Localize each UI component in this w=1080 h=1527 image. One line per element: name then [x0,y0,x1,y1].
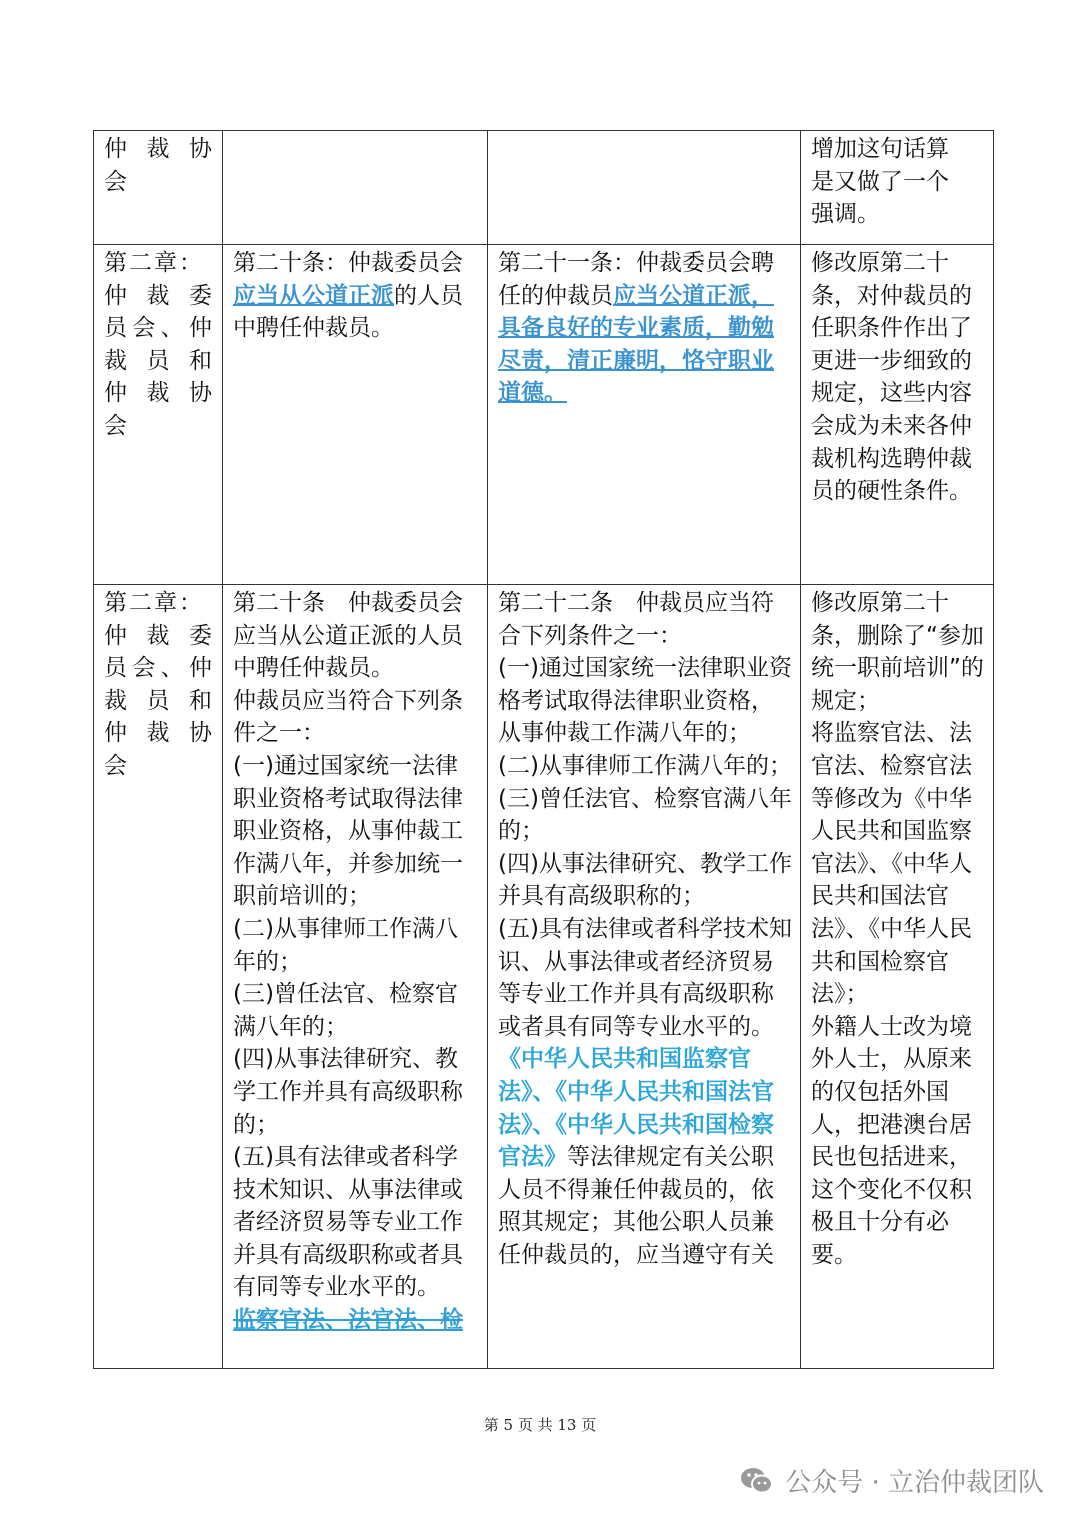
amended-phrase: 应当从公道正派 [233,282,394,309]
chapter-line: 裁员和 [104,687,214,714]
note-cell [801,585,994,1369]
table-row [94,585,994,1369]
chapter-line: 会 [104,752,129,779]
old-text-cell [223,585,488,1369]
old-paragraph: 第二十条 仲裁委员会应当从公道正派的人员中聘任仲裁员。 [233,590,463,682]
new-text: 第二十一条：仲裁委员会聘任的仲裁员 [498,250,774,309]
chapter-line: 第二章： [104,590,204,616]
chapter-line: 员会、仲 [104,315,214,342]
old-paragraph: (二)从事律师工作满八年的； [233,915,458,975]
new-text-cell [488,131,801,245]
chapter-line: 仲裁委 [104,622,214,649]
table-row [94,245,994,585]
deleted-phrase: 监察官法、法官法、检 [233,1307,463,1334]
chapter-line: 第二章： [104,250,204,276]
chapter-line: 仲裁协 [104,136,214,162]
old-paragraph: (三)曾任法官、检察官满八年的； [233,981,458,1040]
old-paragraph: (四)从事法律研究、教学工作并具有高级职称的； [233,1046,463,1138]
old-paragraph: (一)通过国家统一法律职业资格考试取得法律职业资格，从事仲裁工作满八年，并参加统一职前培训的； [233,752,463,910]
new-paragraph: (二)从事律师工作满八年的； [498,752,792,779]
old-text-cell [223,131,488,245]
note-line: 是又做了一个 [811,168,949,195]
new-text-cell [488,585,801,1369]
chapter-line: 仲裁协 [104,380,214,407]
new-paragraph: (四)从事法律研究、教学工作并具有高级职称的； [498,850,792,910]
new-text-cell [488,245,801,585]
old-text-cell [223,245,488,585]
amended-phrase: 应当公道正派，具备良好的专业素质，勤勉尽责，清正廉明，恪守职业道德。 [498,282,774,407]
watermark-text: 公众号 · 立治仲裁团队 [785,1468,1044,1498]
new-paragraph: (一)通过国家统一法律职业资格考试取得法律职业资格，从事仲裁工作满八年的； [498,655,792,747]
watermark [739,1462,1044,1499]
comparison-table [93,130,994,1369]
chapter-line: 裁员和 [104,347,214,374]
note-paragraph: 外籍人士改为境外人士，从原来的仅包括外国人，把港澳台居民也包括进来，这个变化不仅积极且十分有必要。 [811,1013,972,1268]
chapter-line: 会 [104,168,129,195]
note-line: 增加这句话算 [811,136,949,162]
chapter-cell [94,131,223,245]
note-paragraph: 修改原第二十条，删除了“参加统一职前培训”的规定； [811,590,984,714]
chapter-line: 会 [104,412,129,439]
wechat-icon [739,1463,775,1499]
amended-phrase: 《中华人民共和国监察官法》、《中华人民共和国法官法》、《中华人民共和国检察官法》 [498,1046,774,1171]
chapter-line: 仲裁委 [104,282,214,309]
new-paragraph: (五)具有法律或者科学技术知识、从事法律或者经济贸易等专业工作并具有高级职称或者具有同等专业水平的。 [498,915,792,1040]
old-text: 第二十条：仲裁委员会 [233,250,463,276]
note-line: 强调。 [811,201,880,228]
new-paragraph: (三)曾任法官、检察官满八年的； [498,785,792,845]
old-text: 的人员中聘任仲裁员。 [233,282,463,342]
table-row [94,131,994,245]
old-paragraph: 仲裁员应当符合下列条件之一： [233,687,463,747]
page-number: 第 5 页 共 13 页 [483,1416,597,1434]
new-text: 等法律规定有关公职人员不得兼任仲裁员的，依照其规定；其他公职人员兼任仲裁员的，应当遵守有关 [498,1144,774,1268]
new-paragraph: 第二十二条 仲裁员应当符合下列条件之一： [498,590,774,649]
note-cell: 修改原第二十条，对仲裁员的任职条件作出了更进一步细致的规定，这些内容会成为未来各仲裁机构选聘仲裁员的硬性条件。 [801,245,994,585]
chapter-line: 员会、仲 [104,655,214,682]
note-paragraph: 将监察官法、法官法、检察官法等修改为《中华人民共和国监察官法》、《中华人民共和国法官法》、《中华人民共和国检察官法》； [811,720,972,1008]
chapter-line: 仲裁协 [104,720,214,747]
note-cell [801,131,994,245]
chapter-cell [94,585,223,1369]
chapter-cell [94,245,223,585]
old-paragraph: (五)具有法律或者科学技术知识、从事法律或者经济贸易等专业工作并具有高级职称或者具有同等专业水平的。 [233,1144,463,1301]
